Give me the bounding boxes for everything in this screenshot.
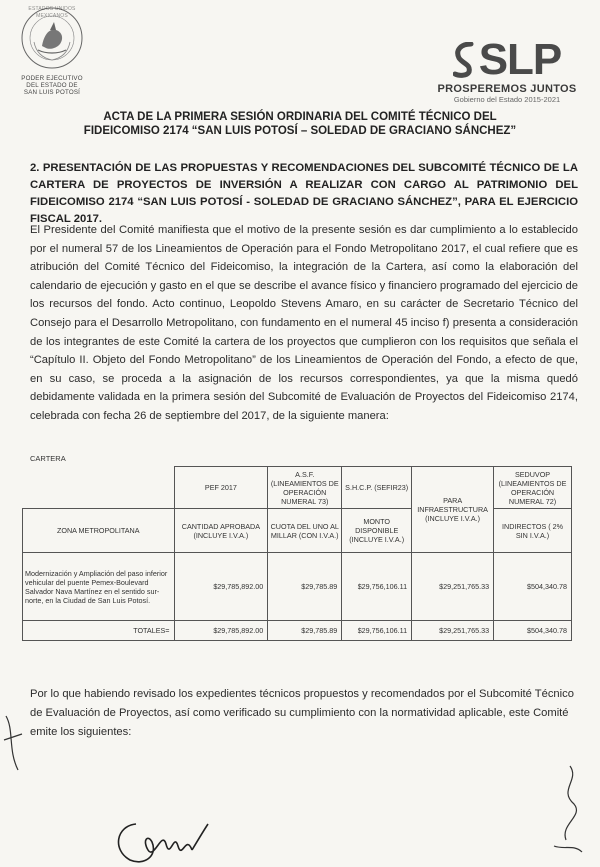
subheader-pef: CANTIDAD APROBADA (INCLUYE I.V.A.)	[174, 509, 268, 553]
table-header-row-1	[23, 467, 572, 509]
totals-para: $29,251,765.33	[412, 621, 494, 641]
totals-seduvop: $504,340.78	[494, 621, 572, 641]
seal-line-2: DEL ESTADO DE	[26, 82, 78, 89]
totals-shcp: $29,756,106.11	[342, 621, 412, 641]
document-heading	[80, 110, 520, 138]
logo-subtitle: Gobierno del Estado 2015-2021	[453, 95, 561, 104]
header-para: PARA INFRAESTRUCTURA (INCLUYE I.V.A.)	[412, 467, 494, 553]
row-asf: $29,785.89	[268, 553, 342, 621]
totals-pef: $29,785,892.00	[174, 621, 268, 641]
heading-line-2: FIDEICOMISO 2174 “SAN LUIS POTOSÍ – SOLEDAD DE GRACIANO SÁNCHEZ”	[83, 125, 517, 137]
slp-logo	[432, 35, 582, 104]
header-asf: A.S.F. (LINEAMIENTOS DE OPERACIÓN NUMERAL 73)	[268, 467, 342, 509]
logo-wordmark: SLP	[478, 35, 562, 84]
totals-asf: $29,785.89	[268, 621, 342, 641]
state-seal	[12, 6, 92, 96]
slp-emblem-icon	[453, 42, 475, 78]
portfolio-table	[22, 466, 572, 641]
closing-paragraph: Por lo que habiendo revisado los expedientes técnicos propuestos y recomendados por el Subcomité Técnico de Evaluación de Proyectos, así como verificado su cumplimiento con la normatividad aplicable, este Comité emite los siguientes:	[30, 688, 574, 738]
row-para: $29,251,765.33	[412, 553, 494, 621]
body-paragraph: El Presidente del Comité manifiesta que el motivo de la presente sesión es dar cumplimiento a lo establecido por el numeral 57 de los Lineamientos de Operación para el Fondo Metropolitano 2017, el cual refiere que es atribución del Comité Técnico del Fideicomiso, la integración de la Cartera, así como la elaboración del calendario de ejecución y gasto en el que se describe el avance físico y financiero programado del ejercicio de los recursos del fondo. Acto continuo, Leopoldo Stevens Amaro, en su carácter de Secretario Técnico del Consejo para el Desarrollo Metropolitano, con fundamento en el numeral 45 inciso f) presenta a consideración de los integrantes de este Comité la cartera de los proyectos que cumplieron con los requisitos que señala el “Capítulo II. Objeto del Fondo Metropolitano” de los Lineamientos de Operación del Fondo, a efecto de que, en su caso, se proceda a la asignación de los recursos correspondientes, ya que la misma quedó debidamente validada en la primera sesión del Subcomité de Evaluación de Proyectos del Fideicomiso 2174, celebrada con fecha 26 de septiembre del 2017, de la siguiente manera:	[30, 224, 578, 422]
table-totals-row	[23, 621, 572, 641]
row-seduvop: $504,340.78	[494, 553, 572, 621]
row-zona: Modernización y Ampliación del paso inferior vehicular del puente Pemex-Boulevard Salvador Nava Martínez en el sentido sur-norte, en la Ciudad de San Luis Potosí.	[23, 553, 175, 621]
section-title: 2. PRESENTACIÓN DE LAS PROPUESTAS Y RECOMENDACIONES DEL SUBCOMITÉ TÉCNICO DE LA CARTERA DE PROYECTOS DE INVERSIÓN A REALIZAR CON CARGO AL PATRIMONIO DEL FIDEICOMISO 2174 “SAN LUIS POTOSÍ - SOLEDAD DE GRACIANO SÁNCHEZ”, PARA EL EJERCICIO FISCAL 2017.	[30, 162, 578, 225]
row-pef: $29,785,892.00	[174, 553, 268, 621]
table-row	[23, 553, 572, 621]
header-seduvop: SEDUVOP (LINEAMIENTOS DE OPERACIÓN NUMERAL 72)	[494, 467, 572, 509]
header-shcp: S.H.C.P. (SEFIR23)	[342, 467, 412, 509]
subheader-asf: CUOTA DEL UNO AL MILLAR (CON I.V.A.)	[268, 509, 342, 553]
logo-motto: PROSPEREMOS JUNTOS	[437, 83, 577, 95]
heading-line-1: ACTA DE LA PRIMERA SESIÓN ORDINARIA DEL COMITÉ TÉCNICO DEL	[103, 111, 497, 123]
header-pef: PEF 2017	[174, 467, 268, 509]
initials-mark-icon	[540, 760, 590, 860]
margin-mark-icon	[0, 710, 40, 780]
seal-line-3: SAN LUIS POTOSÍ	[23, 89, 81, 96]
header-zona: ZONA METROPOLITANA	[23, 509, 175, 553]
signature-icon	[108, 820, 218, 867]
totals-label: TOTALES=	[23, 621, 175, 641]
subheader-seduvop: INDIRECTOS ( 2% SIN I.V.A.)	[494, 509, 572, 553]
subheader-shcp: MONTO DISPONIBLE (INCLUYE I.V.A.)	[342, 509, 412, 553]
seal-line-1: PODER EJECUTIVO	[21, 75, 83, 82]
row-shcp: $29,756,106.11	[342, 553, 412, 621]
table-caption: CARTERA	[30, 454, 66, 463]
seal-arc-text: ESTADOS UNIDOS MEXICANOS	[28, 6, 76, 19]
